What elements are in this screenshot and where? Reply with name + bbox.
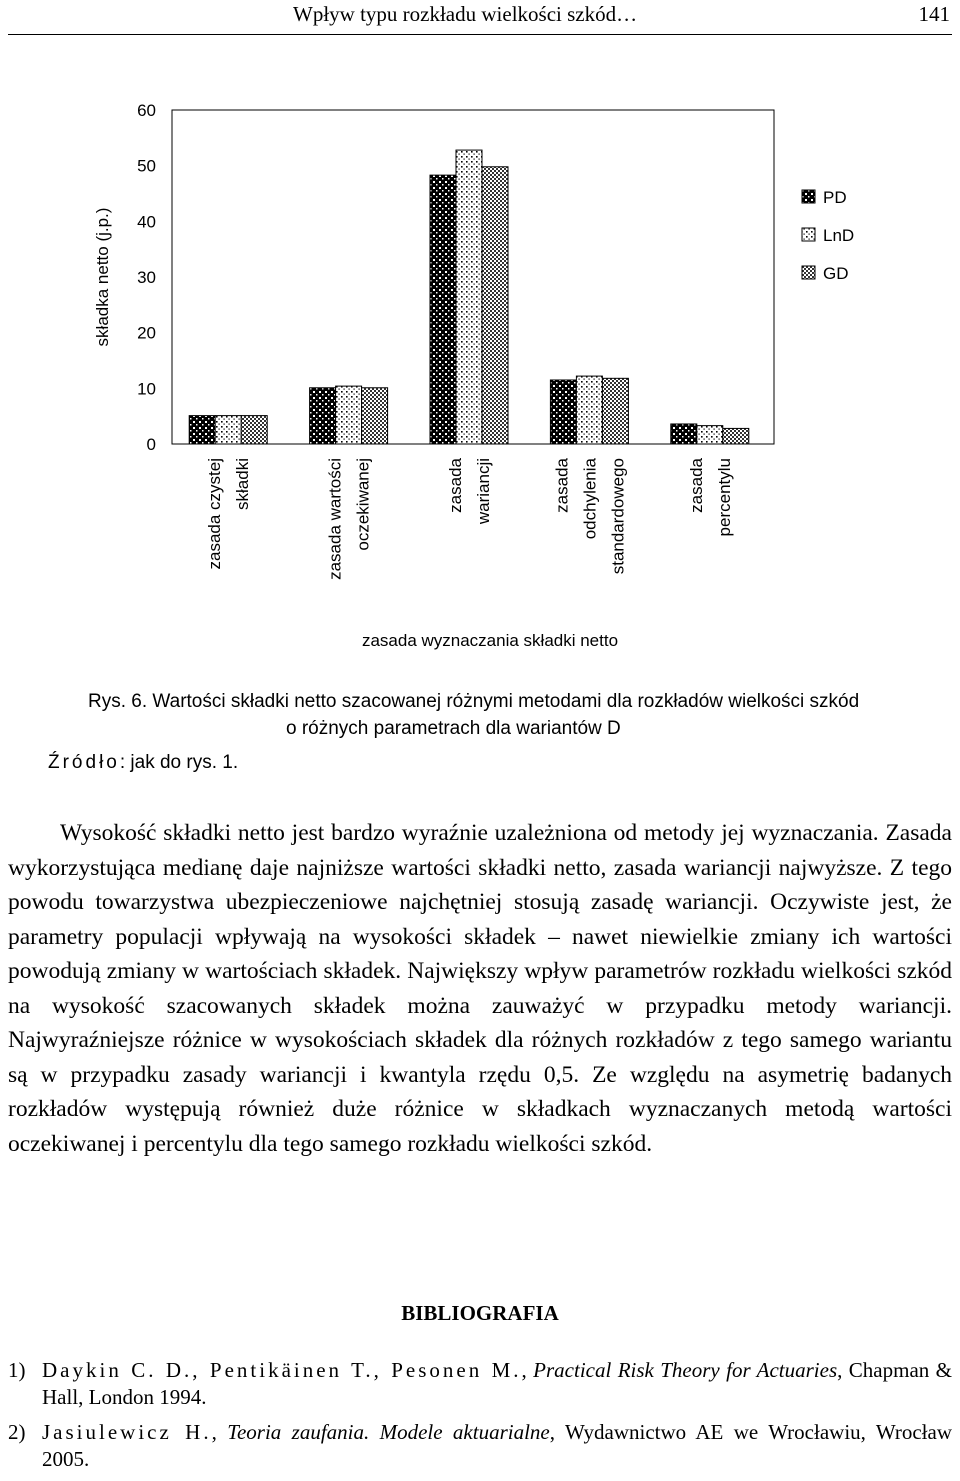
bar-gd bbox=[362, 388, 388, 444]
caption-line-1: Rys. 6. Wartości składki netto szacowanej różnymi metodami dla rozkładów wielkości szkód bbox=[88, 691, 860, 712]
y-tick-label: 60 bbox=[137, 101, 156, 120]
source-text: : jak do rys. 1. bbox=[119, 752, 239, 773]
x-tick-label: zasada bbox=[686, 458, 706, 513]
bar-gd bbox=[241, 416, 267, 444]
reference-number: 2) bbox=[8, 1420, 26, 1444]
x-tick-label: zasada bbox=[446, 458, 465, 513]
bar-pd bbox=[550, 380, 576, 444]
reference-separator: , bbox=[521, 1358, 534, 1382]
reference-list bbox=[8, 1357, 952, 1481]
x-tick-label: zasada czystej bbox=[205, 458, 225, 570]
bar-lnd bbox=[697, 426, 723, 444]
legend-swatch bbox=[802, 228, 815, 241]
bar-lnd bbox=[215, 416, 241, 444]
y-tick-label: 50 bbox=[137, 156, 156, 176]
caption-line-2: o różnych parametrach dla wariantów D bbox=[286, 718, 621, 739]
y-tick-label: 40 bbox=[137, 212, 156, 232]
reference-title: Practical Risk Theory for Actuaries bbox=[533, 1358, 838, 1382]
x-tick-label: składki bbox=[233, 458, 253, 510]
bar-lnd bbox=[456, 150, 482, 444]
reference-item bbox=[8, 1419, 952, 1473]
x-tick-label: zasada wartości bbox=[325, 458, 345, 580]
y-axis bbox=[137, 101, 156, 454]
x-tick-label: oczekiwanej bbox=[353, 458, 373, 551]
x-tick-label: zasada bbox=[552, 458, 572, 513]
reference-separator: , bbox=[211, 1420, 228, 1444]
legend-label: LnD bbox=[823, 226, 855, 245]
bar-gd bbox=[482, 167, 508, 444]
bar-lnd bbox=[576, 376, 602, 444]
running-title: Wpływ typu rozkładu wielkości szkód… bbox=[293, 2, 638, 26]
reference-publisher: , Wydawnictwo AE we Wrocławiu, Wrocław 2005. bbox=[42, 1420, 953, 1471]
page-number: 141 bbox=[918, 2, 950, 26]
figure-caption bbox=[88, 688, 938, 742]
legend-swatch bbox=[802, 266, 815, 279]
bar-pd bbox=[310, 388, 336, 444]
bar-pd bbox=[671, 424, 697, 444]
page-header bbox=[8, 0, 952, 35]
figure-source bbox=[48, 752, 238, 774]
y-tick-label: 0 bbox=[146, 435, 156, 454]
reference-authors: Jasiulewicz H. bbox=[42, 1420, 212, 1444]
y-tick-label: 10 bbox=[137, 379, 156, 399]
x-axis-label: zasada wyznaczania składki netto bbox=[361, 631, 619, 650]
source-label: Źródło bbox=[48, 752, 120, 773]
legend-label: GD bbox=[823, 264, 849, 283]
legend-label: PD bbox=[823, 188, 847, 207]
reference-title: Teoria zaufania. Modele aktuarialne bbox=[227, 1420, 550, 1444]
y-axis-label: składka netto (j.p.) bbox=[93, 207, 112, 347]
x-tick-label: percentylu bbox=[714, 458, 734, 537]
reference-item bbox=[8, 1357, 952, 1411]
y-tick-label: 20 bbox=[137, 323, 156, 343]
reference-authors: Daykin C. D., Pentikäinen T., Pesonen M. bbox=[42, 1358, 522, 1382]
bar-gd bbox=[602, 378, 628, 444]
y-tick-label: 30 bbox=[137, 268, 156, 287]
body-text bbox=[8, 816, 952, 1161]
x-axis-labels bbox=[205, 457, 734, 579]
bar-gd bbox=[723, 428, 749, 444]
bibliography-title: BIBLIOGRAFIA bbox=[401, 1301, 559, 1325]
bar-lnd bbox=[336, 386, 362, 444]
bars bbox=[189, 150, 749, 444]
reference-publisher: , Chapman & Hall, London 1994. bbox=[42, 1358, 952, 1409]
paragraph: Wysokość składki netto jest bardzo wyraźnie uzależniona od metody jej wyznaczania. Zasada wykorzystująca medianę daje najniższe wartości składki netto, zasada wariancji najwyższe. Z tego powodu towarzystwa ubezpieczeniowe najchętniej stosują zasadę wariancji. Oczywiste jest, że parametry populacji wpływają na wysokości składek – nawet niewielkie zmiany ich wartości powodują zmiany w wartościach składek. Największy wpływ parametrów rozkładu wielkości szkód na wysokość szacowanych składek można zauważyć w przypadku metody wariancji. Najwyraźniejsze różnice w wysokościach składek dla różnych rozkładów z tego samego wariantu są w przypadku zasady wariancji i kwantyla rzędu 0,5. Ze względu na asymetrię badanych rozkładów występują również duże różnice w składkach wyznaczanych metodą wartości oczekiwanej i percentylu dla tego samego rozkładu wielkości szkód. bbox=[8, 820, 952, 1157]
bar-pd bbox=[189, 416, 215, 444]
bar-pd bbox=[430, 175, 456, 444]
legend bbox=[802, 188, 854, 283]
x-tick-label: wariancji bbox=[474, 458, 493, 525]
legend-swatch bbox=[802, 190, 815, 203]
x-tick-label: odchylenia bbox=[580, 458, 600, 540]
bar-chart bbox=[0, 60, 960, 660]
reference-number: 1) bbox=[8, 1358, 26, 1382]
x-tick-label: standardowego bbox=[608, 458, 628, 575]
